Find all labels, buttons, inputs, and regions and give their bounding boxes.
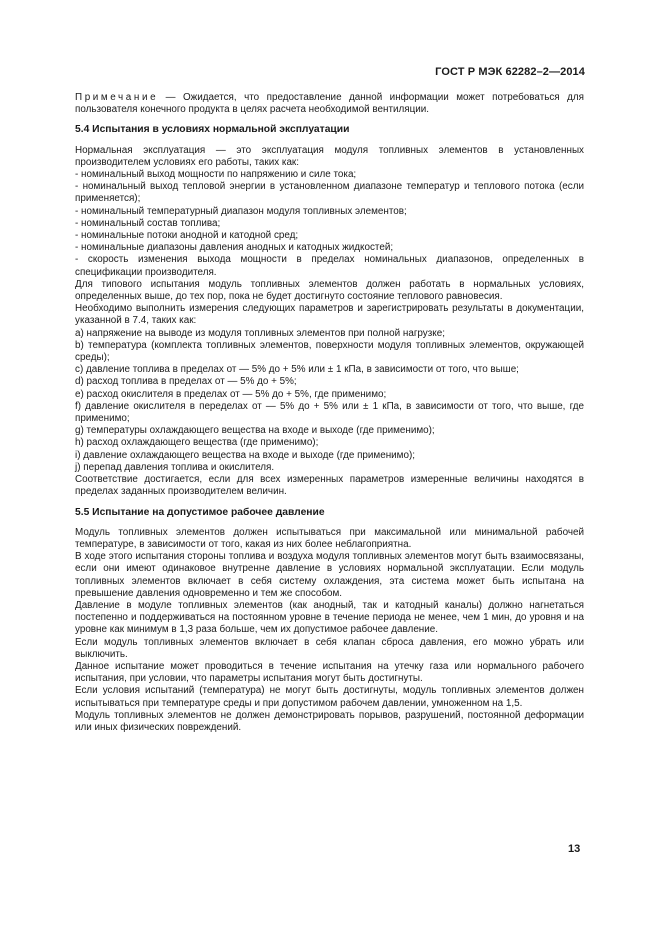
section-5-5-title: 5.5 Испытание на допустимое рабочее давление [75,506,325,518]
body-paragraph: Данное испытание может проводиться в течение испытания на утечку газа или нормального рабочего испытания, при условии, что параметры испытания могут быть достигнуты. [75,660,584,685]
body-paragraph: - номинальный состав топлива; [75,217,221,229]
document-header: ГОСТ Р МЭК 62282–2—2014 [435,66,585,78]
body-paragraph: i) давление охлаждающего вещества на входе и выходе (где применимо); [75,449,415,461]
body-paragraph: a) напряжение на выводе из модуля топливных элементов при полной нагрузке; [75,327,445,339]
body-paragraph: j) перепад давления топлива и окислителя. [75,461,275,473]
section-5-5-body [75,527,584,734]
section-5-4-title: 5.4 Испытания в условиях нормальной эксплуатации [75,124,350,136]
body-paragraph: - скорость изменения выхода мощности в пределах номинальных диапазонов, определенных в спецификации производителя. [75,254,584,278]
body-paragraph: d) расход топлива в пределах от — 5% до + 5%; [75,376,297,388]
body-paragraph: - номинальные диапазоны давления анодных и катодных жидкостей; [75,242,394,254]
body-paragraph: Для типового испытания модуль топливных элементов должен работать в нормальных условиях, определенных выше, до тех пор, пока не будет достигнуто состояние теплового равновесия. [75,278,584,303]
body-paragraph: Соответствие достигается, если для всех измеренных параметров измеренные величины находятся в пределах заданных производителем величин. [75,474,584,498]
body-paragraph: g) температуры охлаждающего вещества на входе и выходе (где применимо); [75,425,435,437]
body-paragraph: h) расход охлаждающего вещества (где применимо); [75,437,319,449]
body-paragraph: Модуль топливных элементов должен испытываться при максимальной или минимальной рабочей температуре, в зависимости от того, какая из них более неблагоприятна. [75,526,584,550]
body-paragraph: В ходе этого испытания стороны топлива и воздуха модуля топливных элементов могут быть взаимосвязаны, если они имеют одинаковое внутренне давление в условиях нормальной эксплуатации. Если модуль топливных элементов включает в себя систему охлаждения, эта система может быть испытана на превышение давления одновременно и тем же способом. [75,551,584,599]
note-paragraph [75,92,584,116]
page-content [75,92,584,734]
section-5-4-body [75,145,584,499]
body-paragraph: - номинальный выход тепловой энергии в установленном диапазоне температур и теплового потока (если применяется); [75,181,584,205]
body-paragraph: Если модуль топливных элементов включает в себя клапан сброса давления, его можно убрать или выключить. [75,636,584,660]
body-paragraph: f) давление окислителя в переделах от — 5% до + 5% или ± 1 кПа, в зависимости от того, что выше, где применимо; [75,400,584,425]
body-paragraph: - номинальный температурный диапазон модуля топливных элементов; [75,205,407,217]
body-paragraph: Модуль топливных элементов не должен демонстрировать порывов, разрушений, постоянной деформации или иных физических повреждений. [75,709,584,733]
body-paragraph: b) температура (комплекта топливных элементов, поверхности модуля топливных элементов, окружающей среды); [75,339,584,364]
note-label: Примечание [75,92,159,103]
body-paragraph: - номинальный выход мощности по напряжению и силе тока; [75,169,357,181]
body-paragraph: - номинальные потоки анодной и катодной сред; [75,230,299,242]
body-paragraph: c) давление топлива в пределах от — 5% до + 5% или ± 1 кПа, в зависимости от того, что выше; [75,364,519,376]
body-paragraph: Если условия испытаний (температура) не могут быть достигнуты, модуль топливных элементов должен испытываться при температуре среды и при допустимом рабочем давлении, умноженном на 1,5. [75,685,584,709]
page-number: 13 [568,843,581,855]
body-paragraph: Нормальная эксплуатация — это эксплуатация модуля топливных элементов в установленных производителем условиях его работы, таких как: [75,144,584,168]
body-paragraph: e) расход окислителя в пределах от — 5% до + 5%, где применимо; [75,388,387,400]
body-paragraph: Необходимо выполнить измерения следующих параметров и зарегистрировать результаты в документации, указанной в 7.4, таких как: [75,303,584,327]
note-text: — Ожидается, что предоставление данной информации может потребоваться для пользователя конечного продукта в целях расчета необходимой вентиляции. [75,92,584,116]
body-paragraph: Давление в модуле топливных элементов (как анодный, так и катодный каналы) должно нагнетаться постепенно и поддерживаться на постоянном уровне в течение периода не менее, чем 1 мин, до уровня и на уровне как минимум в 1,3 раза больше, чем их допустимое рабочее давление. [75,599,584,636]
